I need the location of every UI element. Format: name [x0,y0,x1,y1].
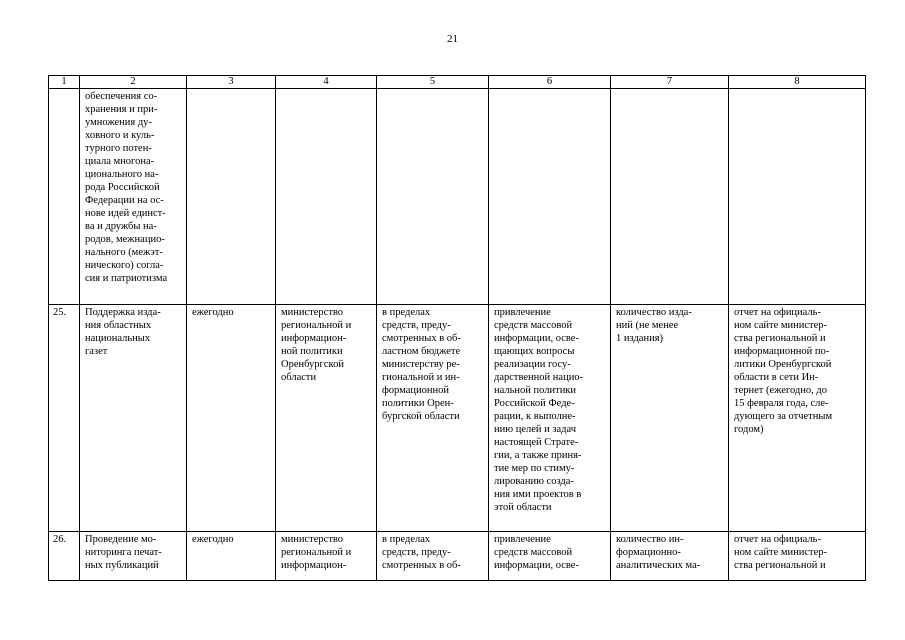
table-row-continuation [49,89,866,305]
result-cell: привлечение средств массовой информации, осве- щающих вопросы реализации госу- дарственной нацио- нальной политики Российской Феде- рации, к выполне- нию целей и задач настоящей Страте- гии, а также приня- тие мер по стиму- лированию созда- ния ими проектов в этой области [489,305,611,532]
reporting-cell [729,89,866,305]
executor-cell [276,89,377,305]
funding-cell [377,89,489,305]
table-row-26 [49,532,866,581]
reporting-cell: отчет на официаль- ном сайте министер- ства региональной и [729,532,866,581]
column-number: 5 [377,76,489,89]
column-number: 8 [729,76,866,89]
column-number: 3 [187,76,276,89]
executor-cell: министерство региональной и информацион- [276,532,377,581]
reporting-cell: отчет на официаль- ном сайте министер- ства региональной и информационной по- литики Оренбургской области в сети Ин- тернет (ежегодно, до 15 февраля года, сле- дующего за отчетным годом) [729,305,866,532]
result-cell [489,89,611,305]
funding-cell: в пределах средств, преду- смотренных в об- ластном бюджете министерству ре- гиональной и ин- формационной политики Орен- бургской области [377,305,489,532]
measure-cell: Проведение мо- ниторинга печат- ных публикаций [80,532,187,581]
column-number: 2 [80,76,187,89]
measure-cell: Поддержка изда- ния областных национальных газет [80,305,187,532]
measure-cell: обеспечения со- хранения и при- умножения ду- ховного и куль- турного потен- циала многона- ционального на- рода Российской Федерации на ос- нове идей единст- ва и дружбы на- родов, межнацио- нального (межэт- нического) согла- сия и патриотизма [80,89,187,305]
column-number: 1 [49,76,80,89]
row-number-cell: 26. [49,532,80,581]
indicator-cell [611,89,729,305]
page-number: 21 [447,33,458,45]
row-number-cell [49,89,80,305]
table-row-25 [49,305,866,532]
row-number-cell: 25. [49,305,80,532]
executor-cell: министерство региональной и информацион- ной политики Оренбургской области [276,305,377,532]
period-cell [187,89,276,305]
funding-cell: в пределах средств, преду- смотренных в об- [377,532,489,581]
column-number: 4 [276,76,377,89]
column-number: 6 [489,76,611,89]
period-cell: ежегодно [187,305,276,532]
column-number-row [49,76,866,89]
strategy-measures-table [48,75,866,581]
period-cell: ежегодно [187,532,276,581]
indicator-cell: количество ин- формационно- аналитических ма- [611,532,729,581]
result-cell: привлечение средств массовой информации, осве- [489,532,611,581]
column-number: 7 [611,76,729,89]
indicator-cell: количество изда- ний (не менее 1 издания) [611,305,729,532]
